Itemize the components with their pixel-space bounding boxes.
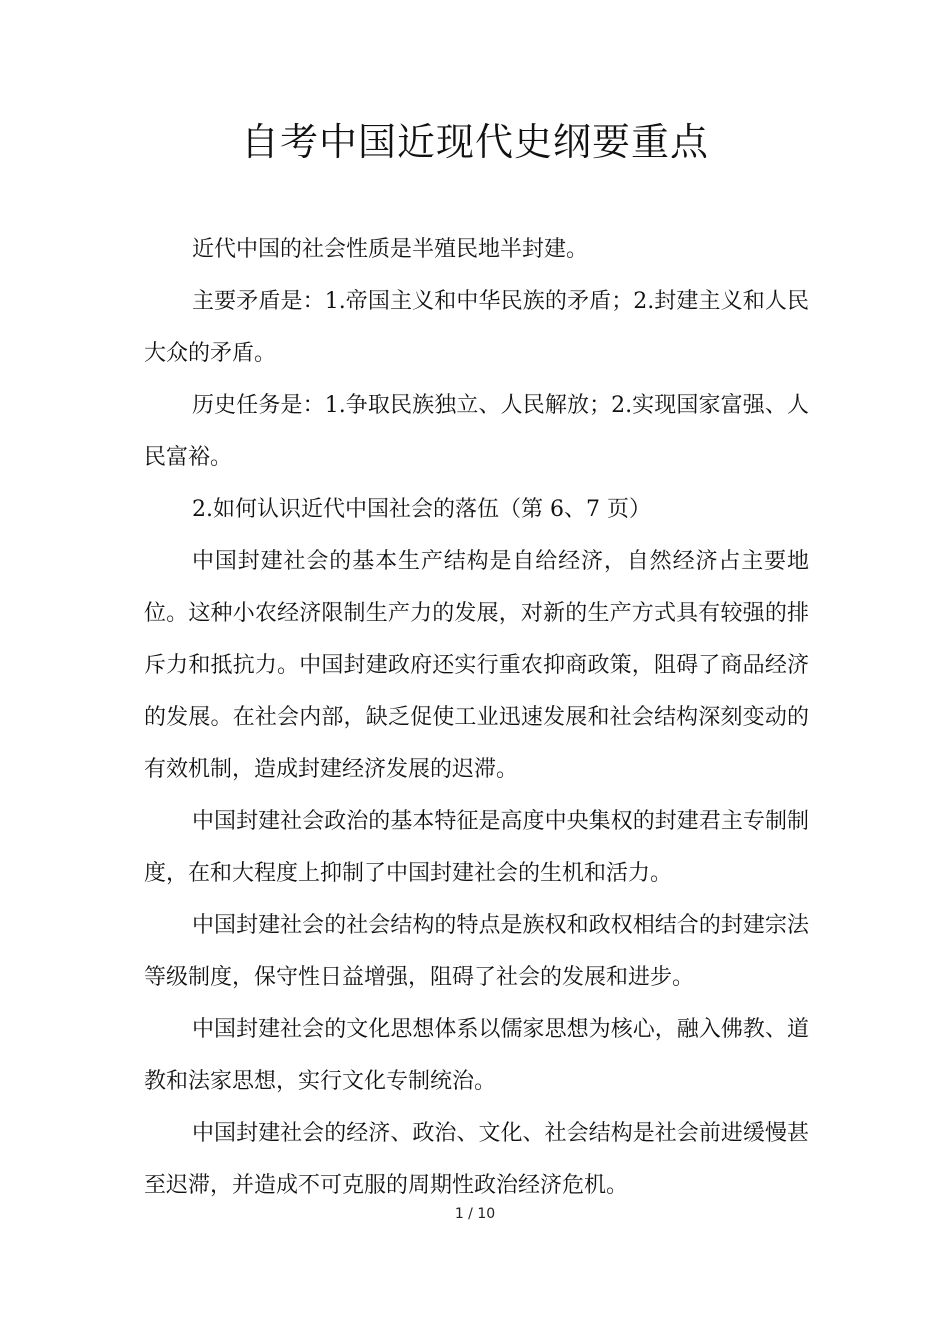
paragraph-social-nature: 近代中国的社会性质是半殖民地半封建。 xyxy=(192,237,589,262)
document-title: 自考中国近现代史纲要重点 xyxy=(240,120,709,164)
paragraph-cultural-system: 中国封建社会的文化思想体系以儒家思想为核心，融入佛教、道教和法家思想，实行文化专制统治。 xyxy=(144,1017,809,1094)
paragraph-economic-structure: 中国封建社会的基本生产结构是自给经济，自然经济占主要地位。这种小农经济限制生产力的发展，对新的生产方式具有较强的排斥力和抵抗力。中国封建政府还实行重农抑商政策，阻碍了商品经济的发展。在社会内部，缺乏促使工业迅速发展和社会结构深刻变动的有效机制，造成封建经济发展的迟滞。 xyxy=(144,549,809,782)
paragraph-main-contradictions: 主要矛盾是：1.帝国主义和中华民族的矛盾；2.封建主义和人民大众的矛盾。 xyxy=(144,289,809,366)
paragraph-political-features: 中国封建社会政治的基本特征是高度中央集权的封建君主专制制度，在和大程度上抑制了中国封建社会的生机和活力。 xyxy=(144,809,809,886)
document-body xyxy=(144,224,809,1212)
paragraph-historical-tasks: 历史任务是：1.争取民族独立、人民解放；2.实现国家富强、人民富裕。 xyxy=(144,393,809,470)
page-number: 1 / 10 xyxy=(454,1206,496,1222)
paragraph-summary: 中国封建社会的经济、政治、文化、社会结构是社会前进缓慢甚至迟滞，并造成不可克服的周期性政治经济危机。 xyxy=(144,1121,809,1198)
paragraph-social-structure: 中国封建社会的社会结构的特点是族权和政权相结合的封建宗法等级制度，保守性日益增强，阻碍了社会的发展和进步。 xyxy=(144,913,809,990)
section-heading: 2.如何认识近代中国社会的落伍（第 6、7 页） xyxy=(192,497,651,522)
